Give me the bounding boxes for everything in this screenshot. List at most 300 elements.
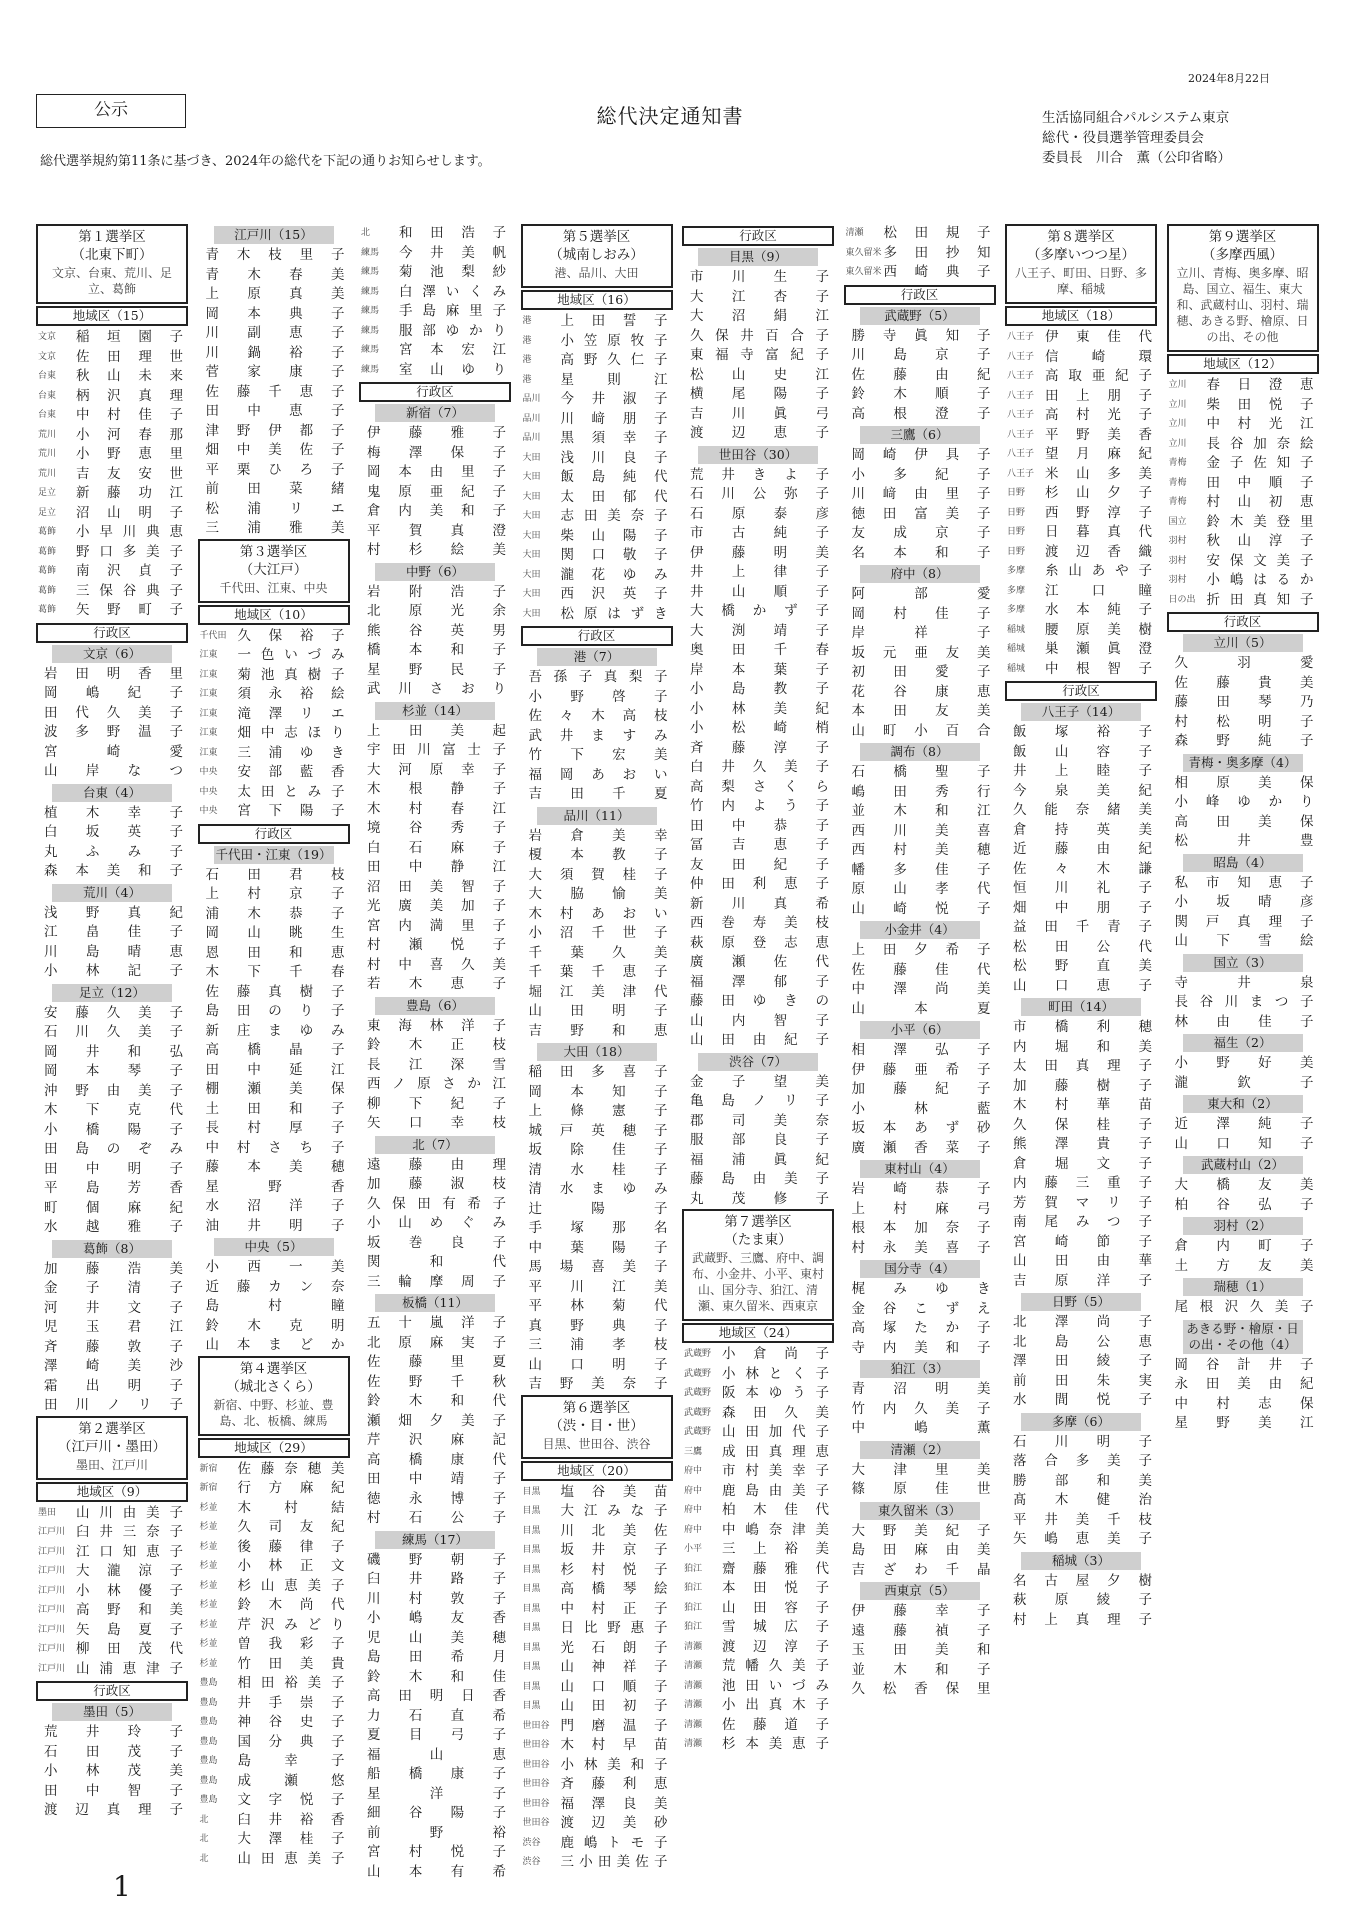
delegate-row — [844, 1602, 996, 1622]
delegate-name: 落合多美子 — [1013, 1453, 1153, 1469]
area-label: 台東 — [38, 371, 57, 381]
delegate-row — [359, 1253, 511, 1273]
district-areas: 八王子、町田、日野、多摩、稲城 — [1015, 266, 1148, 296]
delegate-row — [1005, 1572, 1157, 1592]
delegate-row — [359, 1314, 511, 1334]
district-title: 第６選挙区 — [562, 1399, 631, 1416]
delegate-row — [844, 585, 996, 605]
delegate-row — [844, 802, 996, 822]
delegate-row — [359, 502, 511, 522]
delegate-row — [521, 1239, 673, 1259]
delegate-name: 村上真理子 — [1013, 1611, 1153, 1628]
delegate-name: 児玉君江 — [44, 1319, 184, 1335]
district-areas: 立川、青梅、奥多摩、昭島、国立、福生、東大和、武蔵村山、羽村、瑞穂、あきる野、檜原、日の出、その他 — [1176, 266, 1309, 344]
delegate-name: 木下千春 — [205, 964, 346, 980]
delegate-name: 平島芳香 — [44, 1180, 184, 1196]
delegate-row — [36, 1640, 188, 1660]
district-areas: 墨田、江戸川 — [75, 1457, 148, 1472]
delegate-row — [198, 1479, 350, 1499]
delegate-name: 水越雅子 — [44, 1219, 184, 1235]
delegate-row — [521, 1002, 673, 1022]
area-label: 目黒 — [522, 1506, 541, 1516]
delegate-row — [1167, 1237, 1319, 1257]
delegate-name: 金子佐知子 — [1206, 455, 1315, 471]
area-label: 杉並 — [199, 1600, 218, 1610]
ward-heading: 武蔵村山（2） — [1183, 1156, 1303, 1174]
delegate-name: 秋山未来 — [76, 368, 184, 384]
delegate-row — [682, 1638, 834, 1658]
delegate-row — [359, 1334, 511, 1354]
delegate-row — [359, 1036, 511, 1056]
delegate-row — [521, 546, 673, 566]
ward-heading: 新宿（7） — [375, 404, 495, 422]
delegate-row — [844, 1661, 996, 1681]
delegate-row — [521, 507, 673, 527]
district-areas: 千代田、江東、中央 — [219, 580, 328, 595]
delegate-name: 鈴木順子 — [851, 386, 992, 402]
delegate-name: 遠藤由理 — [367, 1156, 507, 1173]
district-header — [198, 1356, 350, 1436]
delegate-row — [521, 429, 673, 449]
delegate-row — [682, 1345, 834, 1365]
area-label: 八王子 — [1007, 410, 1035, 420]
area-label: 千代田 — [199, 630, 227, 641]
delegate-row — [359, 878, 511, 898]
delegate-row — [1167, 493, 1319, 513]
delegate-name: 近澤純子 — [1174, 1116, 1315, 1132]
delegate-row — [682, 953, 834, 973]
area-label: 目黒 — [522, 1584, 541, 1594]
delegate-name: 斉藤淳子 — [690, 739, 830, 756]
delegate-name: 川副恵子 — [205, 325, 346, 341]
delegate-row — [844, 224, 996, 244]
delegate-row — [844, 1680, 996, 1700]
area-label: 豊島 — [199, 1717, 218, 1727]
district-header — [1005, 224, 1157, 304]
delegate-name: 加藤紀子 — [851, 1081, 992, 1097]
delegate-name: 岸祥子 — [851, 625, 992, 641]
delegate-name: 佐々木謙 — [1013, 860, 1153, 877]
delegate-row — [521, 983, 673, 1003]
delegate-name: 坂元亜友美 — [851, 644, 992, 661]
delegate-name: 西沢英子 — [560, 586, 669, 602]
delegate-name: 南沢貞子 — [76, 563, 184, 579]
delegate-name: 宮崎愛 — [44, 743, 184, 760]
delegate-name: 中澤尚美 — [851, 981, 992, 997]
delegate-row — [1167, 932, 1319, 952]
delegate-name: 小早川典恵 — [76, 524, 184, 540]
delegate-name: 福澤良美 — [560, 1795, 669, 1812]
area-label: 杉並 — [199, 1502, 218, 1513]
delegate-row — [844, 1561, 996, 1581]
delegate-row — [682, 1696, 834, 1716]
delegate-row — [1005, 762, 1157, 782]
area-label: 葛飾 — [38, 605, 57, 615]
delegate-name: 小沼千世子 — [528, 925, 669, 941]
delegate-name: 前野裕 — [367, 1824, 507, 1841]
delegate-name: 小林茂美 — [44, 1763, 184, 1779]
area-label: 八王子 — [1007, 351, 1035, 362]
delegate-name: 新藤功江 — [76, 485, 184, 501]
delegate-row — [36, 1121, 188, 1141]
delegate-row — [359, 583, 511, 603]
delegate-row — [844, 1461, 996, 1481]
delegate-row — [359, 1195, 511, 1215]
delegate-row — [1167, 813, 1319, 833]
delegate-name: 渡辺淳子 — [722, 1638, 830, 1655]
delegate-name: 村中喜久美 — [367, 956, 507, 973]
column — [844, 224, 996, 1700]
delegate-row — [198, 1258, 350, 1278]
delegate-name: 鈴木克明 — [205, 1317, 346, 1334]
area-label: 葛飾 — [38, 527, 57, 537]
delegate-row — [682, 1031, 834, 1051]
area-label: 足立 — [38, 507, 57, 518]
delegate-row — [521, 1180, 673, 1200]
area-label: 世田谷 — [522, 1740, 550, 1750]
delegate-name: 岩附浩子 — [367, 583, 507, 600]
delegate-name: 小林優子 — [76, 1582, 184, 1599]
delegate-name: 田中靖子 — [367, 1471, 507, 1487]
delegate-row — [682, 719, 834, 739]
delegate-name: 大河原幸子 — [367, 761, 507, 778]
delegate-name: 熊谷英男 — [367, 622, 507, 639]
delegate-row — [521, 351, 673, 371]
delegate-row — [844, 605, 996, 625]
delegate-name: 臼井三奈子 — [76, 1524, 184, 1540]
area-label: 清瀬 — [845, 228, 864, 238]
delegate-name: 大瀧涼子 — [76, 1563, 184, 1579]
delegate-name: 棚瀬美保 — [205, 1081, 346, 1097]
delegate-name: 沼山明子 — [76, 504, 184, 521]
area-label: 目黒 — [522, 1486, 541, 1497]
district-title: 第７選挙区 — [724, 1214, 792, 1230]
delegate-name: 宮本宏江 — [399, 342, 507, 358]
delegate-row — [1005, 465, 1157, 485]
delegate-name: 佐藤真樹子 — [205, 983, 346, 1000]
delegate-name: 稲垣園子 — [76, 329, 184, 345]
delegate-name: 山内智子 — [690, 1012, 830, 1029]
area-label: 八王子 — [1007, 390, 1035, 401]
delegate-row — [521, 1639, 673, 1659]
delegate-name: 永田美由紀 — [1174, 1376, 1315, 1392]
area-label: 目黒 — [522, 1623, 541, 1633]
delegate-name: 勝寺眞知子 — [851, 327, 992, 344]
delegate-name: 村永美喜子 — [851, 1239, 992, 1256]
delegate-row — [36, 523, 188, 543]
delegate-row — [844, 941, 996, 961]
delegate-row — [198, 963, 350, 983]
delegate-row — [844, 1041, 996, 1061]
delegate-name: 松田規子 — [883, 225, 992, 241]
delegate-row — [844, 1280, 996, 1300]
delegate-row — [844, 327, 996, 347]
delegate-row — [682, 1677, 834, 1697]
delegate-name: 成田真理恵 — [722, 1443, 830, 1460]
delegate-row — [359, 839, 511, 859]
area-label: 品川 — [522, 394, 541, 404]
ward-heading: 品川（11） — [537, 807, 657, 825]
delegate-name: 糸山あや子 — [1045, 563, 1153, 579]
district-title: （渋・目・世） — [549, 1417, 644, 1434]
delegate-name: 腰原美樹 — [1045, 621, 1153, 638]
delegate-name: 仲田利恵子 — [690, 876, 830, 892]
delegate-name: 竹内よう子 — [690, 798, 830, 814]
delegate-row — [844, 1100, 996, 1120]
delegate-name: 村瀬悦子 — [367, 937, 507, 953]
delegate-row — [198, 324, 350, 344]
delegate-row — [36, 1279, 188, 1299]
delegate-name: 室山ゆり — [399, 361, 507, 378]
area-label: 練馬 — [361, 247, 380, 258]
delegate-row — [36, 465, 188, 485]
delegate-row — [359, 602, 511, 622]
delegate-row — [682, 856, 834, 876]
delegate-row — [682, 583, 834, 603]
delegate-name: 徳田富美子 — [851, 505, 992, 522]
area-label: 青梅 — [1168, 477, 1187, 488]
delegate-row — [198, 802, 350, 822]
delegate-row — [682, 385, 834, 405]
delegate-row — [36, 582, 188, 602]
delegate-name: 光石朗子 — [560, 1639, 669, 1656]
delegate-row — [359, 1431, 511, 1451]
delegate-name: 杉本美恵子 — [722, 1736, 830, 1752]
delegate-row — [682, 1131, 834, 1151]
delegate-name: 夏目弓子 — [367, 1727, 507, 1743]
delegate-name: 田島のぞみ — [44, 1141, 184, 1157]
delegate-name: 柏木佳代 — [722, 1502, 830, 1518]
delegate-row — [36, 1299, 188, 1319]
delegate-row — [1005, 621, 1157, 641]
delegate-name: 佐藤貴美 — [1174, 674, 1315, 691]
delegate-name: 浅野真紀 — [44, 904, 184, 921]
ward-heading: 多摩（6） — [1021, 1413, 1141, 1431]
area-label: 立川 — [1168, 419, 1187, 429]
column — [682, 224, 834, 1755]
delegate-name: 北原麻実子 — [367, 1334, 507, 1351]
delegate-row — [1005, 1213, 1157, 1233]
section-box: 地域区（29） — [198, 1438, 350, 1458]
delegate-row — [521, 1600, 673, 1620]
ward-heading: 渋谷（7） — [698, 1053, 818, 1071]
area-label: 杉並 — [199, 1580, 218, 1591]
area-label: 青梅 — [1168, 497, 1187, 507]
delegate-row — [198, 885, 350, 905]
delegate-row — [521, 1063, 673, 1083]
delegate-name: 白澤いくみ — [399, 283, 507, 300]
area-label: 墨田 — [38, 1507, 57, 1518]
delegate-name: 田中明子 — [44, 1160, 184, 1177]
ward-heading: 清瀬（2） — [860, 1441, 980, 1459]
district-title: （多摩いつつ星） — [1027, 247, 1135, 263]
delegate-name: 山口恵子 — [1013, 977, 1153, 994]
delegate-row — [359, 1707, 511, 1727]
delegate-name: 長江深雪 — [367, 1056, 507, 1073]
area-label: 稲城 — [1007, 624, 1026, 635]
delegate-row — [198, 383, 350, 403]
delegate-name: 関口敬子 — [560, 547, 669, 563]
delegate-name: 菊池梨紗 — [399, 264, 507, 280]
delegate-name: 山口明子 — [528, 1356, 669, 1373]
ward-heading: 狛江（3） — [860, 1360, 980, 1378]
delegate-row — [1167, 1196, 1319, 1216]
delegate-name: 阿部愛 — [851, 586, 992, 602]
delegate-row — [36, 1660, 188, 1680]
delegate-row — [1167, 1054, 1319, 1074]
delegate-name: 瀬畑夕美子 — [367, 1412, 507, 1429]
delegate-name: 鬼原亜紀子 — [367, 483, 507, 500]
delegate-name: 佐藤奈穂美 — [237, 1460, 346, 1477]
delegate-name: 幡多佳子 — [851, 861, 992, 878]
delegate-name: 白井久美子 — [690, 759, 830, 775]
delegate-name: 細谷陽子 — [367, 1805, 507, 1821]
delegate-name: 倉内美和子 — [367, 503, 507, 519]
delegate-row — [198, 924, 350, 944]
delegate-row — [198, 1022, 350, 1042]
delegate-row — [1005, 1611, 1157, 1631]
ward-heading: 町田（14） — [1021, 998, 1141, 1016]
delegate-name: 渡辺香織 — [1045, 543, 1153, 560]
delegate-name: 水沼洋子 — [205, 1198, 346, 1214]
delegate-name: 遠藤禎子 — [851, 1622, 992, 1639]
delegate-name: 高取亜紀子 — [1045, 368, 1153, 384]
delegate-row — [36, 504, 188, 524]
delegate-name: 太田真理子 — [1013, 1058, 1153, 1074]
delegate-name: 加藤浩美 — [44, 1260, 184, 1277]
delegate-row — [521, 1317, 673, 1337]
delegate-row — [682, 544, 834, 564]
delegate-name: 大沼絹江 — [690, 308, 830, 324]
delegate-name: 岡谷計井子 — [1174, 1356, 1315, 1373]
delegate-name: 瀧欽子 — [1174, 1074, 1315, 1091]
delegate-row — [36, 1357, 188, 1377]
area-label: 狛江 — [684, 1563, 703, 1574]
delegate-row — [1005, 938, 1157, 958]
delegate-row — [521, 566, 673, 586]
delegate-name: 初田愛子 — [851, 664, 992, 680]
delegate-name: 久保裕子 — [237, 627, 346, 644]
area-label: 稲城 — [1007, 644, 1026, 654]
area-label: 豊島 — [199, 1756, 218, 1766]
delegate-row — [844, 1400, 996, 1420]
ward-heading: 東大和（2） — [1183, 1095, 1303, 1113]
delegate-name: 関戸真理子 — [1174, 913, 1315, 930]
delegate-name: 岸本葉子 — [690, 661, 830, 678]
delegate-name: 北原光余 — [367, 603, 507, 619]
area-label: 大田 — [522, 491, 541, 502]
delegate-name: 篠原佳世 — [851, 1481, 992, 1497]
delegate-name: 曽我彩子 — [237, 1636, 346, 1652]
delegate-name: 恒川礼子 — [1013, 880, 1153, 896]
delegate-name: 小野恵里 — [76, 446, 184, 462]
delegate-row — [521, 1561, 673, 1581]
area-label: 八王子 — [1007, 371, 1035, 381]
ward-heading: あきる野・檜原・日の出・その他（4） — [1183, 1320, 1303, 1354]
delegate-name: 梶みゆき — [851, 1281, 992, 1297]
delegate-row — [682, 1599, 834, 1619]
area-label: 日野 — [1007, 507, 1026, 518]
delegate-row — [1005, 582, 1157, 602]
delegate-row — [1167, 513, 1319, 533]
issuer-block — [1042, 108, 1231, 168]
delegate-name: 野口多美子 — [76, 543, 184, 560]
delegate-name: 新川真希 — [690, 895, 830, 912]
delegate-row — [844, 1000, 996, 1020]
delegate-name: 田中静江 — [367, 859, 507, 875]
section-box: 行政区 — [521, 626, 673, 646]
delegate-row — [844, 783, 996, 803]
area-label: 目黒 — [522, 1564, 541, 1575]
delegate-row — [198, 1850, 350, 1870]
delegate-row — [36, 723, 188, 743]
delegate-row — [36, 1523, 188, 1543]
delegate-name: 島幸子 — [237, 1753, 346, 1769]
delegate-row — [682, 622, 834, 642]
area-label: 府中 — [684, 1505, 703, 1515]
delegate-name: 矢嶋恵美子 — [1013, 1531, 1153, 1547]
delegate-row — [521, 449, 673, 469]
delegate-row — [521, 1483, 673, 1503]
ward-heading: 瑞穂（1） — [1183, 1278, 1303, 1296]
delegate-row — [36, 1582, 188, 1602]
delegate-row — [198, 1499, 350, 1519]
delegate-name: 島田のり子 — [205, 1003, 346, 1019]
delegate-name: 大津里美 — [851, 1461, 992, 1478]
area-label: 品川 — [522, 413, 541, 424]
delegate-row — [36, 426, 188, 446]
delegate-name: 澤田綾子 — [1013, 1353, 1153, 1369]
delegate-name: 川﨑由里子 — [851, 486, 992, 502]
delegate-row — [198, 905, 350, 925]
delegate-name: 坂本あず砂 — [851, 1120, 992, 1136]
district-title: 第２選挙区 — [78, 1420, 146, 1437]
delegate-name: 岡井和弘 — [44, 1043, 184, 1060]
ward-heading: 府中（8） — [860, 565, 980, 583]
delegate-row — [198, 1158, 350, 1178]
delegate-row — [521, 1141, 673, 1161]
ward-heading: 国分寺（4） — [860, 1260, 980, 1278]
area-label: 大田 — [522, 608, 541, 619]
delegate-name: 久司友紀 — [237, 1519, 346, 1535]
delegate-name: 山口順子 — [560, 1678, 669, 1695]
delegate-name: 相田裕美子 — [237, 1675, 346, 1691]
delegate-row — [1167, 591, 1319, 611]
delegate-name: 柴山陽子 — [560, 527, 669, 544]
delegate-name: 油井明子 — [205, 1217, 346, 1234]
area-label: 清瀬 — [684, 1719, 703, 1730]
delegate-row — [844, 980, 996, 1000]
delegate-row — [682, 466, 834, 486]
delegate-name: 萩原登志恵 — [690, 934, 830, 951]
area-label: 文京 — [38, 332, 57, 342]
delegate-row — [521, 605, 673, 625]
delegate-row — [198, 744, 350, 764]
delegate-name: 大江みな子 — [560, 1503, 669, 1519]
delegate-row — [521, 585, 673, 605]
delegate-name: 小橋陽子 — [44, 1121, 184, 1138]
delegate-name: 小林美紀 — [690, 700, 830, 717]
delegate-row — [1005, 1333, 1157, 1353]
delegate-row — [844, 1319, 996, 1339]
delegate-row — [844, 544, 996, 564]
delegate-name: 清水桂子 — [528, 1161, 669, 1178]
ward-heading: 北（7） — [375, 1136, 495, 1154]
delegate-row — [1005, 1135, 1157, 1155]
delegate-name: 村松明子 — [1174, 713, 1315, 730]
delegate-name: 雪城広子 — [722, 1619, 830, 1635]
delegate-row — [198, 305, 350, 325]
